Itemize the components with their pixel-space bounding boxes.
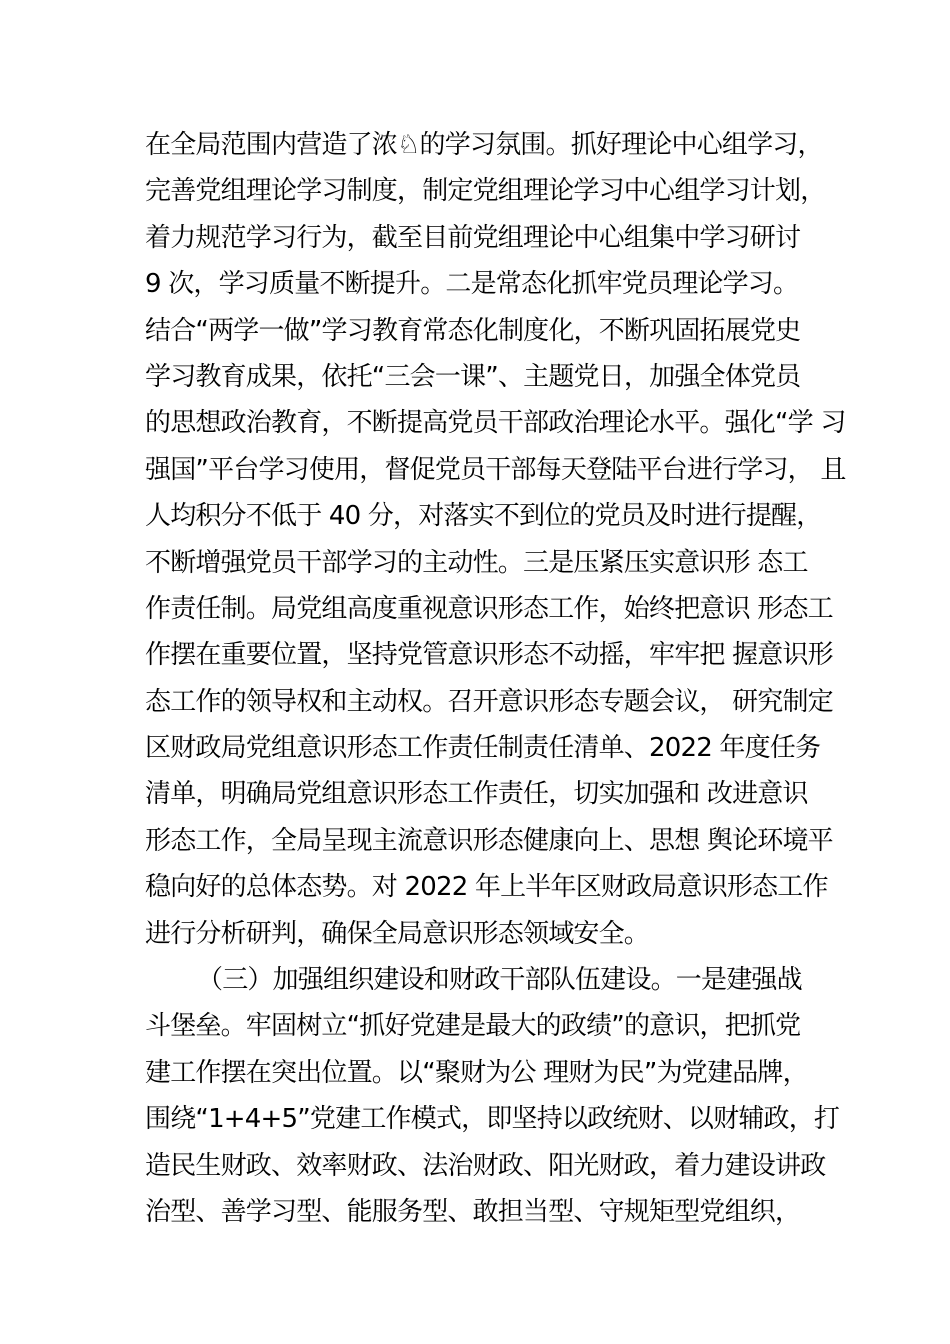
body-text xyxy=(145,122,845,1235)
text-line: 治型、善学习型、能服务型、敢担当型、守规矩型党组织， xyxy=(145,1196,801,1227)
text-line: 稳向好的总体态势。对 2022 年上半年区财政局意识形态工作 xyxy=(145,872,828,903)
text-line: 强国”平台学习使用，督促党员干部每天登陆平台进行学习， 且 xyxy=(145,454,846,485)
text-line: 在全局范围内营造了浓♘的学习氛围。抓好理论中心组学习， xyxy=(145,130,823,160)
text-line: 区财政局党组意识形态工作责任制责任清单、2022 年度任务 xyxy=(145,733,821,764)
text-line: 着力规范学习行为，截至目前党组理论中心组集中学习研讨 xyxy=(145,222,801,253)
text-line: 清单，明确局党组意识形态工作责任，切实加强和 改进意识 xyxy=(145,779,808,810)
text-line: 形态工作，全局呈现主流意识形态健康向上、思想 舆论环境平 xyxy=(145,825,833,856)
text-line: 态工作的领导权和主动权。召开意识形态专题会议， 研究制定 xyxy=(145,686,833,717)
text-line: 的思想政治教育，不断提高党员干部政治理论水平。强化“学 习 xyxy=(145,408,846,439)
text-line: 9 次，学习质量不断提升。二是常态化抓牢党员理论学习。 xyxy=(145,269,799,300)
text-line: 斗堡垒。牢固树立“抓好党建是最大的政绩”的意识，把抓党 xyxy=(145,1011,801,1042)
section-heading-line: （三）加强组织建设和财政干部队伍建设。一是建强战 xyxy=(197,965,802,996)
text-line: 学习教育成果，依托“三会一课”、主题党日，加强全体党员 xyxy=(145,361,801,392)
text-line: 不断增强党员干部学习的主动性。三是压紧压实意识形 态工 xyxy=(145,547,808,578)
text-line: 完善党组理论学习制度，制定党组理论学习中心组学习计划， xyxy=(145,176,826,207)
text-line: 进行分析研判，确保全局意识形态领域安全。 xyxy=(145,918,650,949)
text-line: 作责任制。局党组高度重视意识形态工作，始终把意识 形态工 xyxy=(145,593,833,624)
text-line: 造民生财政、效率财政、法治财政、阳光财政，着力建设讲政 xyxy=(145,1150,826,1181)
text-line: 人均积分不低于 40 分，对落实不到位的党员及时进行提醒， xyxy=(145,501,822,532)
text-line: 建工作摆在突出位置。以“聚财为公 理财为民”为党建品牌， xyxy=(145,1057,808,1088)
text-line: 围绕“1+4+5”党建工作模式，即坚持以政统财、以财辅政，打 xyxy=(145,1104,840,1135)
text-line: 作摆在重要位置，坚持党管意识形态不动摇，牢牢把 握意识形 xyxy=(145,640,833,671)
text-line: 结合“两学一做”学习教育常态化制度化，不断巩固拓展党史 xyxy=(145,315,801,346)
